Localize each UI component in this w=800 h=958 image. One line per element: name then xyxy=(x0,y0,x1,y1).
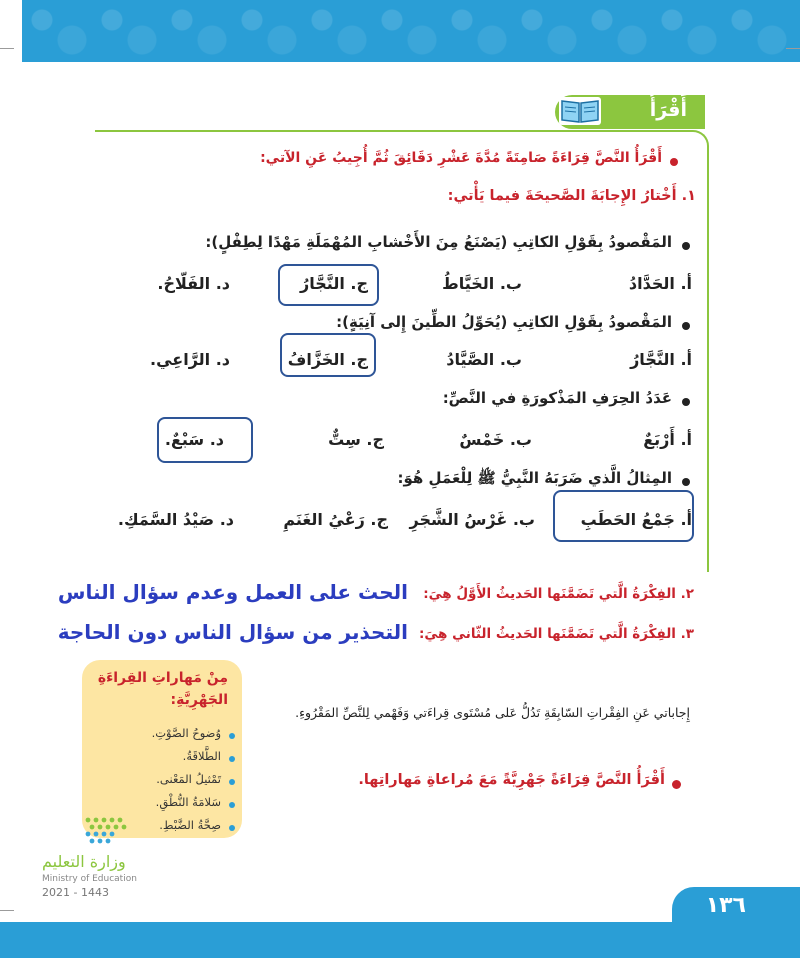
q2-option-c[interactable]: ج. الخَزَّافُ xyxy=(287,350,368,369)
q1-option-d[interactable]: د. الفَلّاحُ. xyxy=(157,274,230,293)
question-4-text: المِثالُ الَّذي ضَرَبَهُ النَّبِيُّ ﷺ لِلْعَمَلِ هُوَ: xyxy=(397,469,672,487)
q4-option-b[interactable]: ب. غَرْسُ الشَّجَرِ xyxy=(409,510,535,529)
list-dot xyxy=(229,779,235,785)
page-number-tab xyxy=(672,887,800,927)
ministry-logo-icon xyxy=(78,812,148,852)
crop-mark xyxy=(0,48,14,49)
sidebar-item: الطَّلاقَةُ. xyxy=(182,749,221,763)
answers-note: إِجاباتي عَنِ الفِقْراتِ السّابِقَةِ تَدُلُّ عَلى مُسْتَوى قِراءَتي وَفَهْمي لِلنَّصِّ المَقْرُوءِ. xyxy=(295,705,690,720)
q1-option-a[interactable]: أ. الحَدَّادُ xyxy=(628,274,692,293)
q2-option-b[interactable]: ب. الصَّيَّادُ xyxy=(446,350,522,369)
q4-option-d[interactable]: د. صَيْدُ السَّمَكِ. xyxy=(117,510,234,529)
sidebar-title-line2: الجَهْرِيَّةِ: xyxy=(170,692,228,708)
q2-idea-text: ٢. الفِكْرَةُ الَّتي تَضَمَّنَها الحَديثُ الأَوَّلُ هِيَ: xyxy=(423,586,694,602)
list-dot xyxy=(229,733,235,739)
top-decorative-band xyxy=(22,0,800,62)
q3-answer-box xyxy=(157,417,253,463)
sidebar-title-line1: مِنْ مَهاراتِ القِراءَةِ xyxy=(97,670,228,686)
q1-title: ١. أَخْتارُ الإِجابَةَ الصَّحيحَةَ فيما يَأْتي: xyxy=(447,188,696,204)
q3-option-c[interactable]: ج. سِتٌّ xyxy=(328,430,384,449)
question-1-text: المَقْصودُ بِقَوْلِ الكاتِبِ (يَصْنَعُ مِنَ الأَخْشابِ المُهْمَلَةِ مَهْدًا لِطِفْلٍ): xyxy=(205,233,672,251)
question-bullet xyxy=(682,242,690,250)
q3-option-d[interactable]: د. سَبْعٌ. xyxy=(164,430,224,449)
q3-idea-text: ٣. الفِكْرَةُ الَّتي تَضَمَّنَها الحَديثُ الثّاني هِيَ: xyxy=(419,626,694,642)
q2-idea-answer: الحث على العمل وعدم سؤال الناس xyxy=(57,580,408,604)
sidebar-item: صِحَّةُ الضَّبْطِ. xyxy=(159,818,221,832)
question-bullet xyxy=(682,398,690,406)
ministry-name-en: Ministry of Education xyxy=(42,874,137,884)
q3-option-b[interactable]: ب. خَمْسٌ xyxy=(459,430,532,449)
bottom-band xyxy=(0,922,800,958)
sidebar-item: تَمْثيلُ المَعْنى. xyxy=(156,772,221,786)
section-label: أَقْرَأُ xyxy=(649,99,687,121)
read-aloud-bullet xyxy=(672,780,681,789)
q4-option-a[interactable]: أ. جَمْعُ الحَطَبِ xyxy=(580,510,692,529)
ministry-name-ar: وزارة التعليم xyxy=(42,852,126,871)
sidebar-item: وُضوحُ الصَّوْتِ. xyxy=(151,726,221,740)
instruction-text: أَقْرَأُ النَّصَّ قِرَاءَةً صَامِتَةً مُدَّةَ عَشْرِ دَقَائِقَ ثُمَّ أُجِيبُ عَنِ الآتي: xyxy=(260,150,662,166)
q4-answer-box xyxy=(553,490,694,542)
list-dot xyxy=(229,756,235,762)
question-2-text: المَقْصودُ بِقَوْلِ الكاتِبِ (يُحَوِّلُ الطِّينَ إِلى آنِيَةٍ): xyxy=(336,313,672,331)
q1-option-b[interactable]: ب. الخَيَّاطُ xyxy=(442,274,522,293)
q2-option-a[interactable]: أ. النَّجَّارُ xyxy=(630,350,692,369)
question-3-text: عَدَدُ الحِرَفِ المَذْكورَةِ في النَّصِّ: xyxy=(442,389,672,407)
read-aloud-text: أَقْرَأُ النَّصَّ قِرَاءَةً جَهْرِيَّةً مَعَ مُراعاةِ مَهاراتِها. xyxy=(358,772,665,788)
instruction-bullet xyxy=(670,158,678,166)
q1-option-c[interactable]: ج. النَّجَّارُ xyxy=(300,274,368,293)
book-icon xyxy=(558,96,602,126)
crop-mark xyxy=(0,910,14,911)
crop-mark xyxy=(786,48,800,49)
list-dot xyxy=(229,825,235,831)
sidebar-item: سَلامَةُ النُّطْقِ. xyxy=(155,795,221,809)
q1-answer-box xyxy=(278,264,379,306)
q4-option-c[interactable]: ج. رَعْيُ الغَنَمِ xyxy=(283,510,388,529)
q2-answer-box xyxy=(280,333,376,377)
q3-option-a[interactable]: أ. أَرْبَعٌ xyxy=(643,430,692,449)
page-number: ١٣٦ xyxy=(705,893,746,918)
q3-idea-answer: التحذير من سؤال الناس دون الحاجة xyxy=(57,620,408,644)
q2-option-d[interactable]: د. الرَّاعِي. xyxy=(150,350,230,369)
question-bullet xyxy=(682,478,690,486)
ministry-year: 2021 - 1443 xyxy=(42,886,109,899)
list-dot xyxy=(229,802,235,808)
question-bullet xyxy=(682,322,690,330)
